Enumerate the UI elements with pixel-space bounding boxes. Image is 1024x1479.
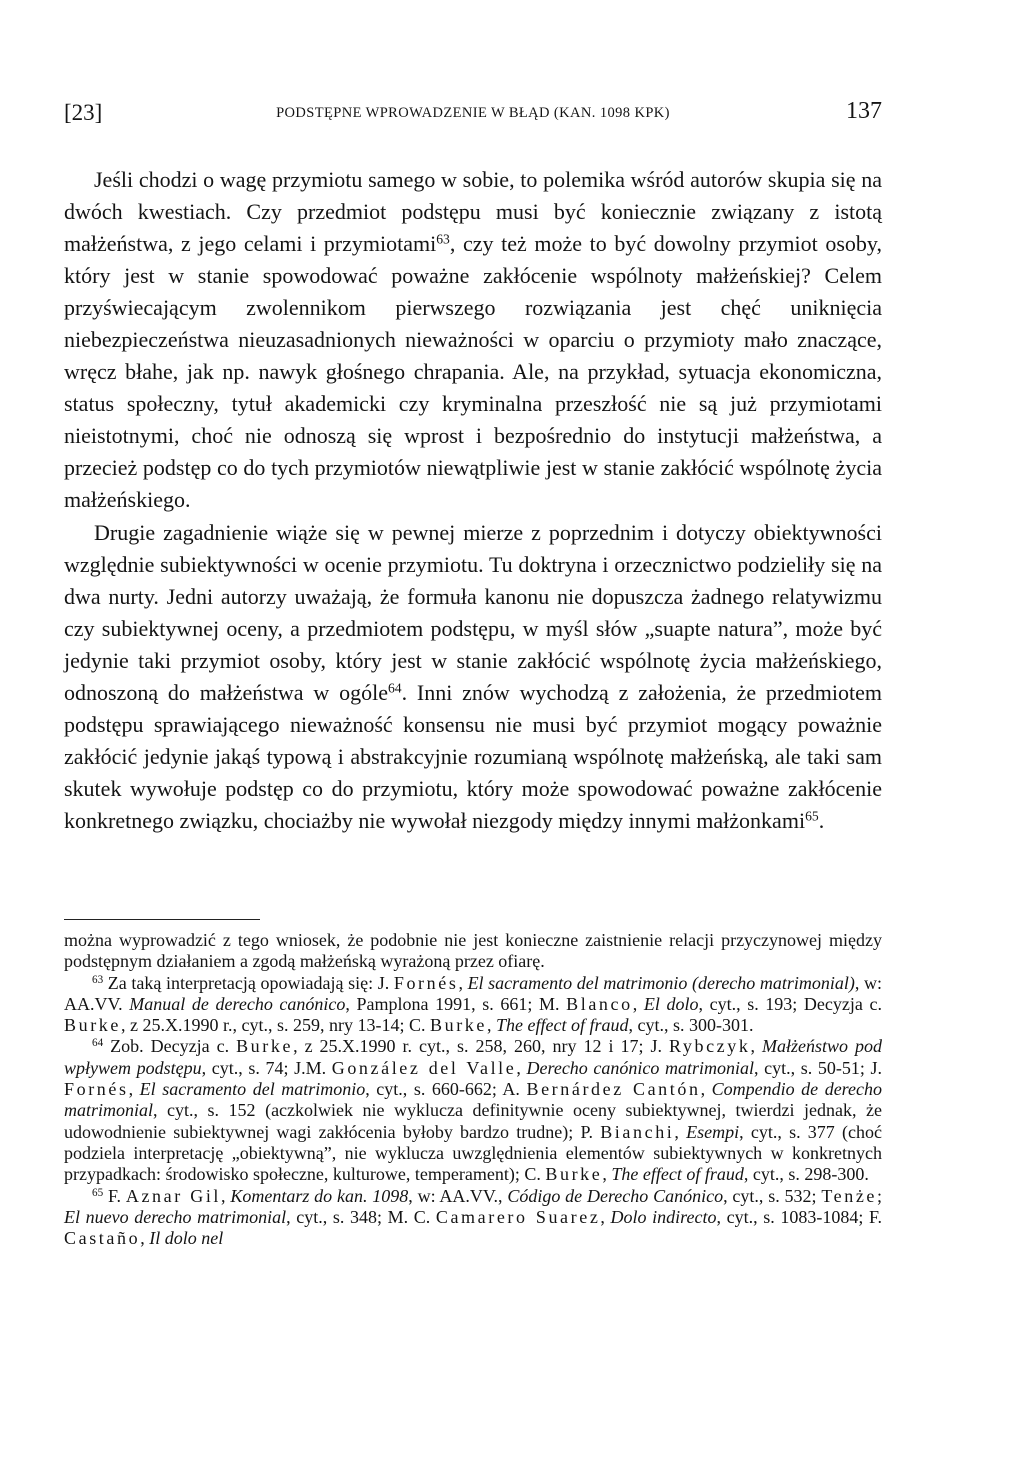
- paragraph-1: [64, 164, 882, 517]
- author-name: Fornés: [393, 972, 459, 993]
- footnote-text: , cyt., s. 660-662; A.: [365, 1079, 527, 1100]
- paragraph-2-text-b: . Inni znów wychodzą z założenia, że przedmiotem podstępu sprawiającego nieważność konsensu nie musi być przymiot mogący poważnie zakłócić jedynie jakąś typową i abstrakcyjnie rozumianą wspólnotę małżeńską, ale taki sam skutek wywołuje podstęp co do przymiotu, który może spowodować poważne zakłócenie konkretnego związku, chociażby nie wywołał niezgody między innymi małżonkami: [64, 679, 882, 833]
- work-title: Il dolo nel: [149, 1228, 224, 1249]
- paragraph-2: [64, 517, 882, 837]
- author-name: Blanco: [566, 993, 633, 1014]
- footnote-text: ,: [486, 1015, 496, 1036]
- footnote-text: , cyt., s. 377 (choć podziela interpretację „obiektywną”, nie wyklucza uwzględnienia elementów subiektywnych w konkretnych przypadkach: środowisko społeczne, kulturowe, temperament); C.: [64, 1121, 883, 1185]
- footnote-text: , cyt., s. 50-51; J.: [754, 1057, 882, 1078]
- page-section-ref: [23]: [64, 100, 103, 125]
- author-name: Rybczyk: [669, 1036, 751, 1057]
- footnote-text: ,: [516, 1057, 527, 1078]
- footnote-text: , cyt., s. 300-301.: [628, 1015, 754, 1036]
- author-name: Bernárdez Cantón: [526, 1079, 701, 1100]
- work-title: El dolo: [643, 993, 699, 1014]
- footnote-divider: [64, 919, 260, 920]
- footnote-text: Zob. Decyzja c.: [103, 1036, 237, 1057]
- paragraph-1-text-b: , czy też może to być dowolny przymiot osoby, który jest w stanie spowodować poważne zakłócenie wspólnoty małżeńskiej? Celem przyświecającym zwolennikom pierwszego rozwiązania jest chęć uniknięcia niebezpieczeństwa nieuzasadnionych nieważności w oparciu o przymioty mało znaczące, wręcz błahe, jak np. nawyk głośnego chrapania. Ale, na przykład, sytuacja ekonomiczna, status społeczny, tytuł akademicki czy kryminalna przeszłość nie są już przymiotami nieistotnymi, choć nie odnoszą się wprost i bezpośrednio do instytucji małżeństwa, a przecież podstęp co do tych przymiotów niewątpliwie jest w stanie zakłócić wspólnotę życia małżeńskiego.: [64, 231, 882, 513]
- author-name: Tenże: [821, 1185, 878, 1206]
- footnote-text: ,: [128, 1079, 140, 1100]
- footnote-text: , cyt., s. 348; M. C.: [286, 1206, 436, 1227]
- footnote-text: , z 25.X.1990 r. cyt., s. 258, 260, nry 12 i 17; J.: [293, 1036, 669, 1057]
- footnote-text: ,: [632, 993, 644, 1014]
- footnote-text: ,: [750, 1036, 762, 1057]
- author-name: Burke: [64, 1015, 121, 1036]
- footnote-text: , Pamplona 1991, s. 661; M.: [345, 993, 567, 1014]
- footnote-text: , cyt., s. 152 (aczkolwiek nie wyklucza definitywnie oceny subiektywnej, twierdzi jednak, że udowodnienie subiektywnej wagi zakłócenia byłoby bardzo trudne); P.: [64, 1100, 882, 1142]
- work-title: Esempi: [686, 1121, 740, 1142]
- author-name: Burke: [236, 1036, 294, 1057]
- work-title: Komentarz do kan. 1098: [230, 1185, 409, 1206]
- work-title: Código de Derecho Canónico: [507, 1185, 724, 1206]
- footnote-number: 65: [92, 1186, 104, 1199]
- paragraph-2-text-a: Drugie zagadnienie wiąże się w pewnej mierze z poprzednim i dotyczy obiektywności względnie subiektywności w ocenie przymiotu. Tu doktryna i orzecznictwo podzieliły się na dwa nurty. Jedni autorzy uważają, że formuła kanonu nie dopuszcza żadnego relatywizmu czy subiektywnej oceny, a przedmiotem podstępu, w myśl słów „suapte natura”, może być jedynie taki przymiot osoby, który jest w stanie zakłócić wspólnotę życia małżeńskiego, odnoszoną do małżeństwa w ogóle: [64, 519, 882, 705]
- footnote-text: , w: AA.VV.,: [408, 1185, 508, 1206]
- author-name: Fornés: [64, 1079, 129, 1100]
- footnote-text: ,: [221, 1185, 231, 1206]
- footnote-text: , z 25.X.1990 r., cyt., s. 259, nry 13-14; C.: [121, 1015, 430, 1036]
- running-head: [64, 94, 882, 130]
- footnote-text: F.: [103, 1185, 126, 1206]
- work-title: Małżeństwo pod wpływem podstępu: [64, 1036, 882, 1078]
- work-title: Manual de derecho canónico: [129, 993, 346, 1014]
- author-name: Castaño: [64, 1228, 141, 1249]
- footnotes: [64, 930, 882, 1249]
- work-title: El nuevo derecho matrimonial: [64, 1206, 287, 1227]
- footnote-text: Za taką interpretacją opowiadają się: J.: [103, 972, 394, 993]
- footnote-number: 63: [92, 973, 104, 986]
- footnote-number: 64: [92, 1037, 104, 1050]
- footnote-text: ,: [140, 1228, 150, 1249]
- work-title: El sacramento del matrimonio: [139, 1079, 366, 1100]
- footnote-text: ;: [877, 1185, 883, 1206]
- footnote-ref-64[interactable]: 64: [387, 680, 402, 696]
- author-name: Burke: [545, 1164, 603, 1185]
- main-text: [64, 164, 882, 837]
- footnote-text: , cyt., s. 298-300.: [743, 1164, 869, 1185]
- work-title: Derecho canónico matrimonial: [526, 1057, 755, 1078]
- footnote-text: , cyt., s. 74; J.M.: [201, 1057, 332, 1078]
- footnote-text: , cyt., s. 1083-1084; F.: [716, 1206, 883, 1227]
- footnote-64: [64, 1036, 882, 1185]
- work-title: Dolo indirecto: [610, 1206, 717, 1227]
- author-name: González del Valle: [331, 1057, 517, 1078]
- footnote-text: ,: [674, 1121, 687, 1142]
- footnote-ref-65[interactable]: 65: [805, 808, 819, 824]
- footnote-63: [64, 973, 882, 1037]
- footnote-text: ,: [602, 1164, 612, 1185]
- page-number: 137: [846, 98, 882, 124]
- work-title: The effect of fraud: [611, 1164, 744, 1185]
- footnote-65: [64, 1186, 882, 1250]
- author-name: Burke: [429, 1015, 487, 1036]
- paragraph-2-text-c: .: [818, 807, 825, 833]
- footnote-text: ,: [600, 1206, 611, 1227]
- footnote-ref-63[interactable]: 63: [436, 231, 450, 247]
- work-title: El sacramento del matrimonio (derecho matrimonial): [467, 972, 855, 993]
- author-name: Camarero Suarez: [435, 1206, 601, 1227]
- footnote-text: ,: [458, 972, 468, 993]
- footnote-text: , cyt., s. 193; Decyzja c.: [698, 993, 882, 1014]
- work-title: The effect of fraud: [495, 1015, 629, 1036]
- paragraph-1-text-a: Jeśli chodzi o wagę przymiotu samego w sobie, to polemika wśród autorów skupia się na dwóch kwestiach. Czy przedmiot podstępu musi być koniecznie związany z istotą małżeństwa, z jego celami i przymiotami: [64, 167, 882, 257]
- work-title: Compendio de derecho matrimonial: [64, 1079, 882, 1121]
- footnote-text: , cyt., s. 532;: [723, 1185, 822, 1206]
- footnote-continued: można wyprowadzić z tego wniosek, że podobnie nie jest konieczne zaistnienie relacji przyczynowej między podstępnym działaniem a zgodą małżeńską wyrażoną przez ofiarę.: [64, 930, 882, 972]
- author-name: Bianchi: [600, 1121, 675, 1142]
- footnote-text: ,: [700, 1079, 712, 1100]
- footnote-text: , w: AA.VV.: [64, 972, 883, 1014]
- author-name: Aznar Gil: [125, 1185, 222, 1206]
- running-title: PODSTĘPNE WPROWADZENIE W BŁĄD (KAN. 1098 KPK): [276, 105, 670, 121]
